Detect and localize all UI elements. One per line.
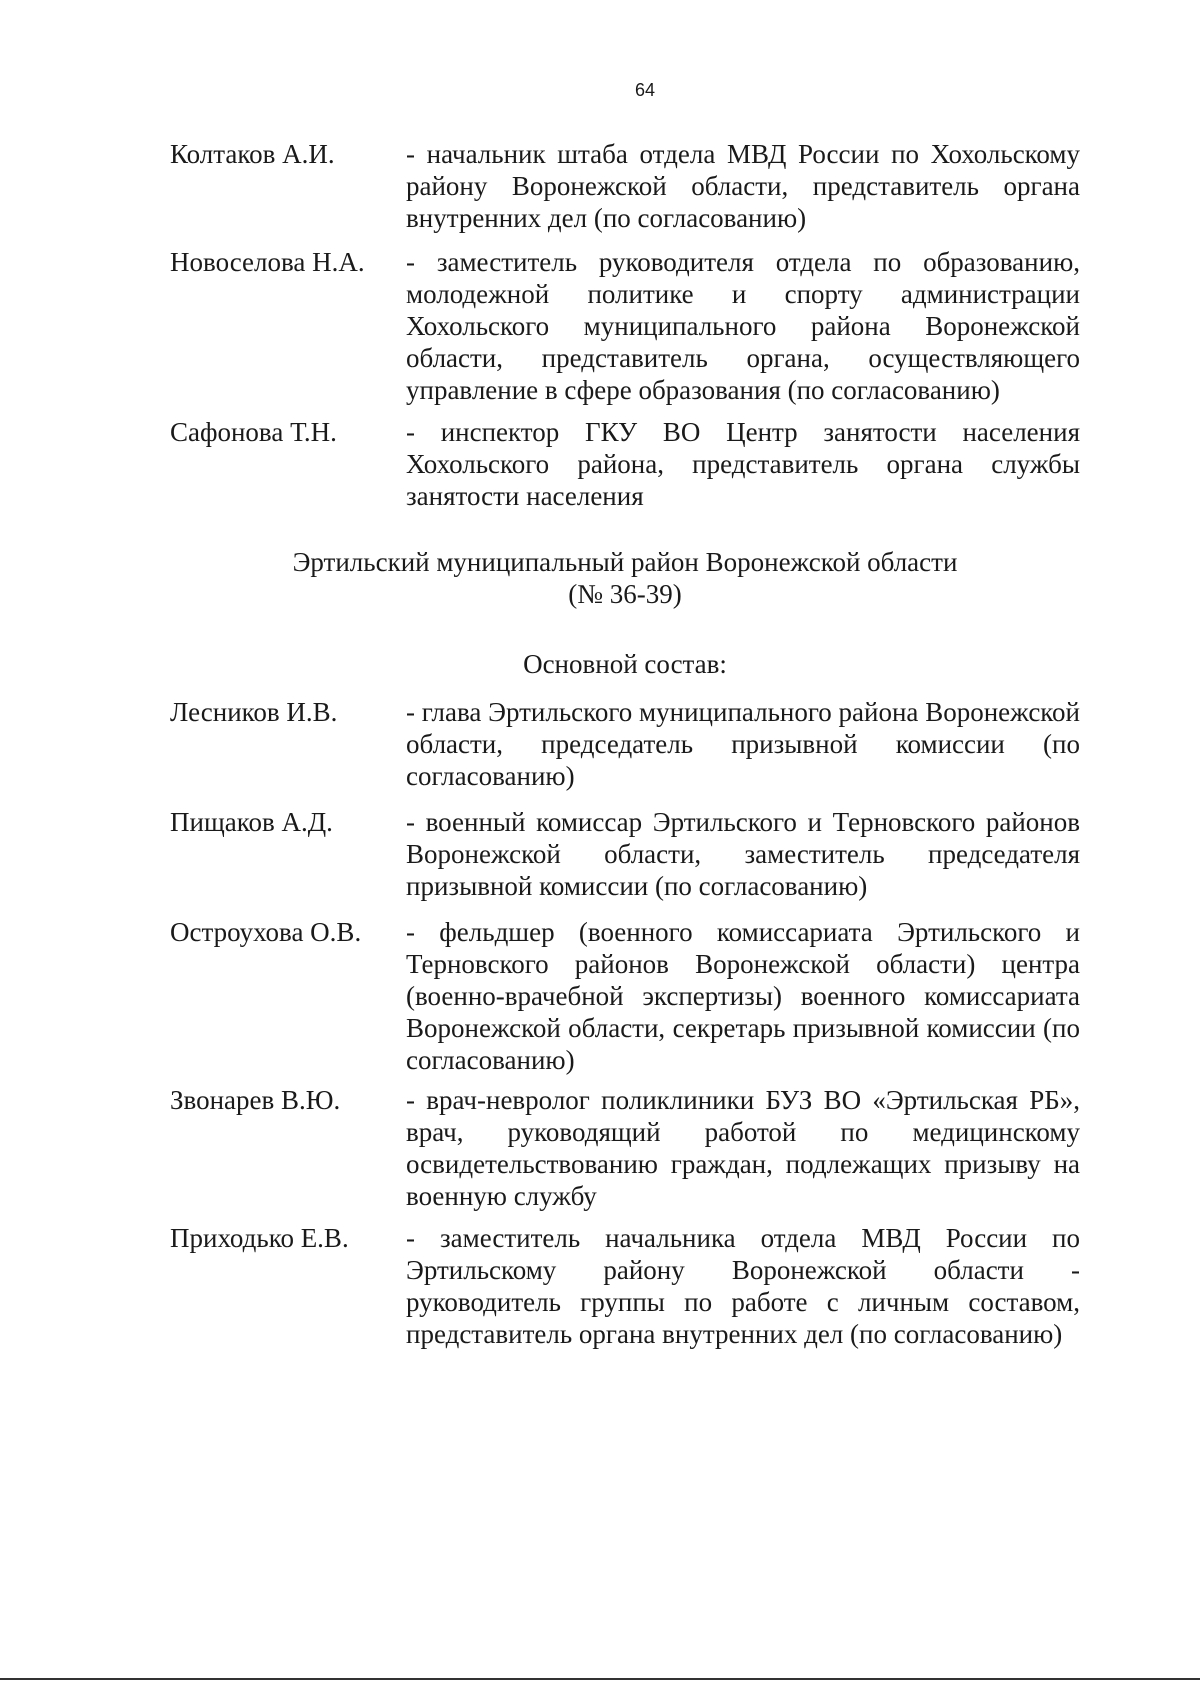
member-role: - фельдшер (военного комиссариата Эртильского и Терновского районов Воронежской области) центра (военно-врачебной экспертизы) военного комиссариата Воронежской области, секретарь призывной комиссии (по согласованию) [406,917,1080,1075]
member-entry [170,916,1080,1076]
member-role: - глава Эртильского муниципального района Воронежской области, председатель призывной комиссии (по согласованию) [406,697,1080,791]
member-role: - инспектор ГКУ ВО Центр занятости населения Хохольского района, представитель органа службы занятости населения [406,417,1080,511]
member-role: - военный комиссар Эртильского и Терновского районов Воронежской области, заместитель председателя призывной комиссии (по согласованию) [406,807,1080,901]
member-role: - заместитель руководителя отдела по образованию, молодежной политике и спорту администрации Хохольского муниципального района Воронежской области, представитель органа, осуществляющего управление в сфере образования (по согласованию) [406,247,1080,405]
member-name: Остроухова О.В. [170,917,362,947]
member-name: Колтаков А.И. [170,139,335,169]
member-entry [170,138,1080,234]
member-name: Звонарев В.Ю. [170,1085,341,1115]
member-name: Пищаков А.Д. [170,807,333,837]
scan-edge-line [0,1678,1200,1680]
member-entry [170,806,1080,902]
member-role: - начальник штаба отдела МВД России по Хохольскому району Воронежской области, представитель органа внутренних дел (по согласованию) [406,139,1080,233]
member-entry [170,1222,1080,1350]
member-name: Сафонова Т.Н. [170,417,337,447]
member-name: Приходько Е.В. [170,1223,349,1253]
member-role: - заместитель начальника отдела МВД России по Эртильскому району Воронежской области - руководитель группы по работе с личным составом, представитель органа внутренних дел (по согласованию) [406,1223,1080,1349]
page-number: 64 [634,80,656,100]
member-entry [170,416,1080,512]
section-number: (№ 36-39) [568,579,682,609]
member-role: - врач-невролог поликлиники БУЗ ВО «Эртильская РБ», врач, руководящий работой по медицинскому освидетельствованию граждан, подлежащих призыву на военную службу [406,1085,1080,1211]
member-entry [170,1084,1080,1212]
member-entry [170,696,1080,792]
section-title: Эртильский муниципальный район Воронежской области [292,547,958,577]
section-subtitle: Основной состав: [523,649,727,679]
member-name: Новоселова Н.А. [170,247,365,277]
member-entry [170,246,1080,406]
member-name: Лесников И.В. [170,697,338,727]
